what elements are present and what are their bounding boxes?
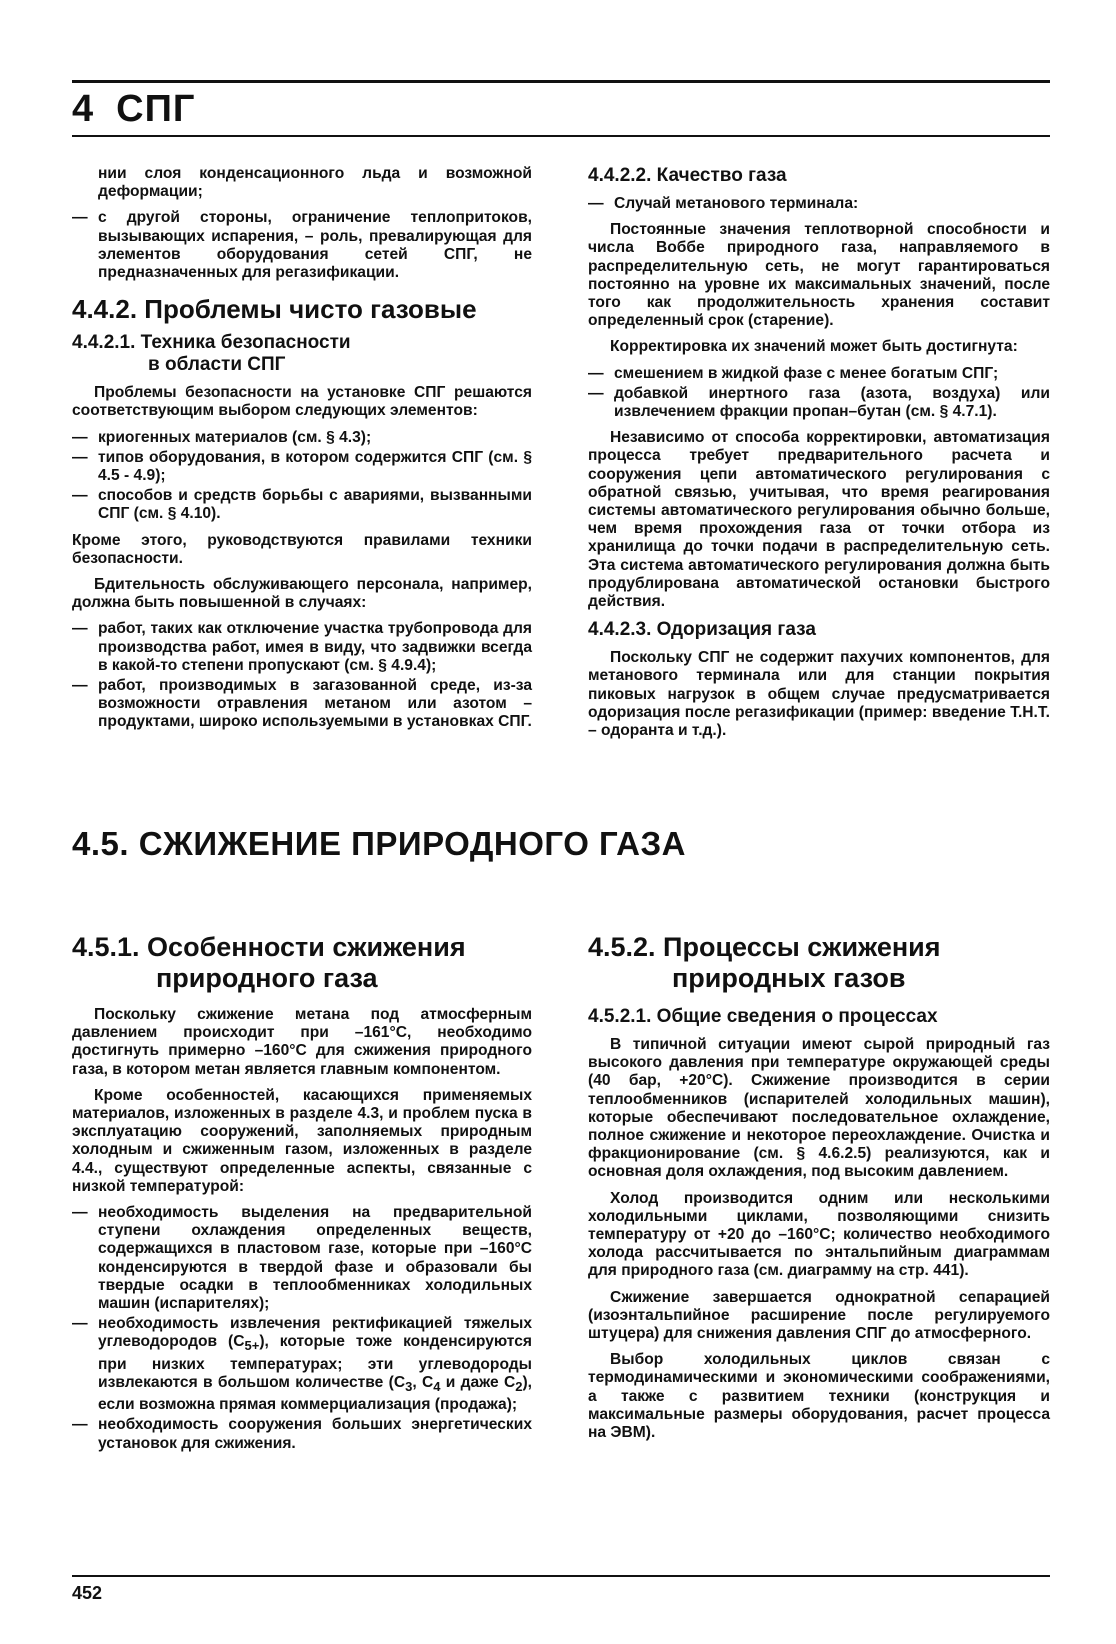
case-list	[588, 195, 1050, 213]
safety-elements-list	[72, 429, 532, 524]
list-item: — работ, производимых в загазованной среде, из-за возможности отравления метаном или азотом – продуктами, широко используемыми в установках СПГ.	[72, 677, 532, 731]
paragraph: Кроме особенностей, касающихся применяемых материалов, изложенных в разделе 4.3, и проблем пуска в эксплуатацию сооружений, заполняемых природным холодным и сжиженным газом, изложенных в разделе 4.4., существуют определенные аспекты, связанные с низкой температурой:	[72, 1086, 532, 1195]
running-head	[72, 88, 195, 131]
paragraph: Независимо от способа корректировки, автоматизация процесса требует предварительного расчета и сооружения цепи автоматического регулирования с обратной связью, учитывая, что время реагирования системы автоматического регулирования обычно больше, чем время прохождения газа от точки отбора из хранилища до точки подачи в распределительную сеть. Эта система автоматического регулирования должна быть продублирована автоматической остановки быстрого действия.	[588, 429, 1050, 611]
low-temperature-aspects-list	[72, 1204, 532, 1453]
paragraph: Поскольку сжижение метана под атмосферным давлением происходит при –161°С, необходимо достигнуть примерно –160°С для сжижения природного газа, в котором метан является главным компонентом.	[72, 1006, 532, 1078]
heading-4-5-2-1: 4.5.2.1. Общие сведения о процессах	[588, 1006, 938, 1027]
paragraph: Холод производится одним или несколькими холодильными циклами, позволяющими снизить температуру от +20 до –160°С; количество необходимого холода рассчитывается по энтальпийным диаграммам для природного газа (см. диаграмму на стр. 441).	[588, 1189, 1050, 1280]
page-number: 452	[72, 1583, 103, 1603]
heading-4-4-2-3: 4.4.2.3. Одоризация газа	[588, 619, 816, 641]
vigilance-list	[72, 620, 532, 731]
column-left-bottom	[72, 932, 532, 1461]
paragraph: Выбор холодильных циклов связан с термодинамическими и экономическими соображениями, а также с развитием техники (конструкция и максимальные размеры оборудования, расчет процесса на ЭВМ).	[588, 1351, 1050, 1442]
paragraph: Сжижение завершается однократной сепарацией (изоэнтальпийное расширение после регулируемого штуцера) для снижения давления СПГ до атмосферного.	[588, 1288, 1050, 1343]
heading-4-5-1: 4.5.1. Особенности сжижения природного газа	[72, 932, 466, 993]
list-item: — добавкой инертного газа (азота, воздуха) или извлечением фракции пропан–бутан (см. § 4.7.1).	[588, 384, 1050, 421]
list-item: — криогенных материалов (см. § 4.3);	[72, 428, 372, 446]
section-title-4-5: 4.5. СЖИЖЕНИЕ ПРИРОДНОГО ГАЗА	[72, 825, 686, 862]
heading-4-4-2-1: 4.4.2.1. Техника безопасности в области СПГ	[72, 332, 351, 376]
list-item: — типов оборудования, в котором содержится СПГ (см. § 4.5 - 4.9);	[72, 448, 532, 485]
paragraph: Проблемы безопасности на установке СПГ решаются соответствующим выбором следующих элементов:	[72, 384, 532, 420]
heading-4-4-2: 4.4.2. Проблемы чисто газовые	[72, 294, 477, 325]
list-item: — необходимость выделения на предварительной ступени охлаждения определенных веществ, содержащихся в пластовом газе, которые при –160°С конденсируются в твердой фазе и образовали бы твердые осадки в теплообменниках холодильных машин (испарителях);	[72, 1204, 532, 1313]
column-right-bottom	[588, 932, 1050, 1450]
list-item: — смешением в жидкой фазе с менее богатым СПГ;	[588, 364, 999, 382]
chapter-number: 4	[72, 88, 95, 130]
list-item: — работ, таких как отключение участка трубопровода для производства работ, имея в виду, что задвижки всегда в какой-то степени пропускают (см. § 4.9.4);	[72, 620, 532, 674]
paragraph: Поскольку СПГ не содержит пахучих компонентов, для метанового терминала или для станции покрытия пиковых нагрузок в общем случае предусматривается одоризация после регазификации (пример: введение Т.Н.Т. – одоранта и т.д.).	[588, 649, 1050, 740]
paragraph: Постоянные значения теплотворной способности и числа Воббе природного газа, направляемого в распределительную сеть, не могут гарантироваться постоянно на уровне их максимальных значений, после того как продолжительность хранения составит определенный срок (старение).	[588, 221, 1050, 330]
list-item: — способов и средств борьбы с авариями, вызванными СПГ (см. § 4.10).	[72, 487, 532, 523]
column-right-top	[588, 165, 1050, 748]
paragraph: Корректировка их значений может быть достигнута:	[610, 338, 1018, 356]
paragraph: Кроме этого, руководствуются правилами техники безопасности.	[72, 531, 532, 567]
top-rule	[72, 80, 1050, 83]
column-left-top	[72, 165, 532, 740]
chapter-title: СПГ	[116, 88, 196, 130]
list-item: — необходимость извлечения ректификацией тяжелых углеводородов $(С_{5+})$, которые тоже конденсируются при низких температурах; эти углеводороды извлекаются в большом количестве ($С_3$, $С_4$ и даже $С_2$), если возможна прямая коммерциализация (продажа);	[72, 1315, 532, 1414]
header-rule	[72, 135, 1050, 137]
list-item: — Случай метанового терминала:	[588, 195, 859, 212]
heading-4-5-2: 4.5.2. Процессы сжижения природных газов	[588, 932, 941, 993]
footer-rule	[72, 1575, 1050, 1577]
list-item: — с другой стороны, ограничение теплопритоков, вызывающих испарения, – роль, превалирующая для элементов оборудования сетей СПГ, не предназначенных для регазификации.	[72, 209, 532, 282]
paragraph: Бдительность обслуживающего персонала, например, должна быть повышенной в случаях:	[72, 576, 532, 612]
correction-list	[588, 365, 1050, 422]
continued-text: нии слоя конденсационного льда и возможной деформации;	[98, 165, 532, 201]
continued-list	[72, 209, 532, 282]
list-item: — необходимость сооружения больших энергетических установок для сжижения.	[72, 1416, 532, 1452]
heading-4-4-2-2: 4.4.2.2. Качество газа	[588, 165, 787, 186]
paragraph: В типичной ситуации имеют сырой природный газ высокого давления при температуре окружающей среды (40 бар, +20°С). Сжижение производится в серии теплообменников (испарителей холодильных машин), которые обеспечивают последовательное охлаждение, полное сжижение и некоторое переохлаждение. Очистка и фракционирование (см. § 4.6.2.5) реализуются, как и основная доля охлаждения, под высоким давлением.	[588, 1036, 1050, 1181]
